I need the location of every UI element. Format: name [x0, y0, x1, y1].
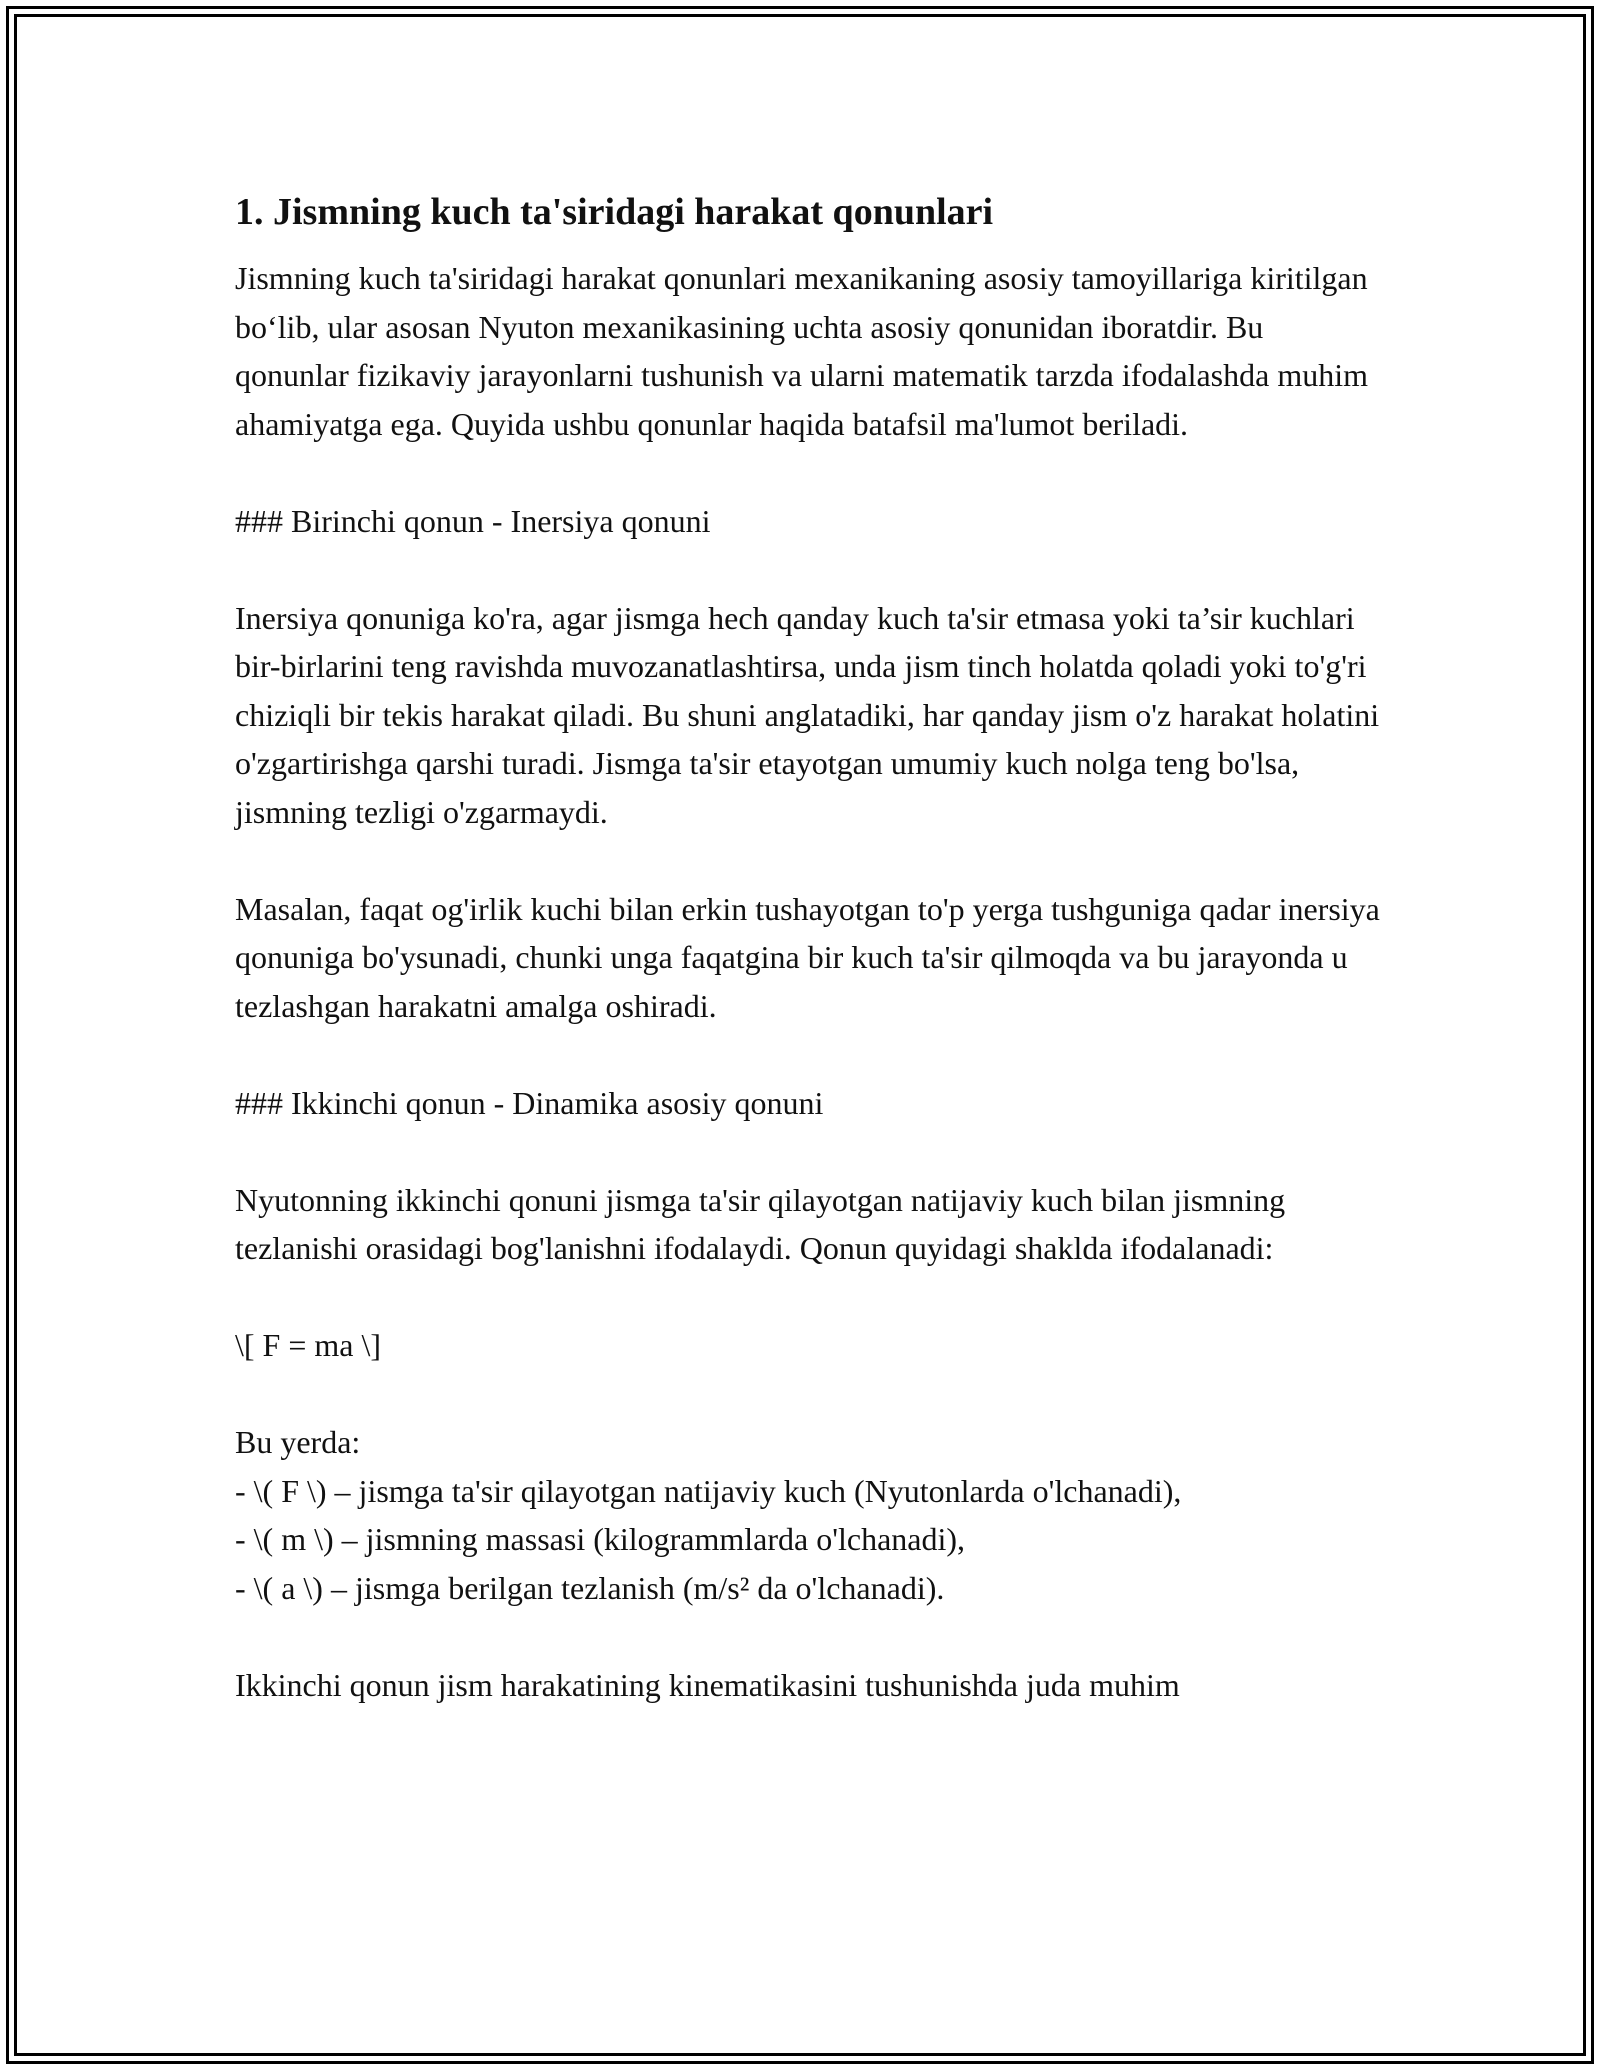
spacer — [235, 836, 1385, 885]
intro-paragraph: Jismning kuch ta'siridagi harakat qonunlari mexanikaning asosiy tamoyillariga kiritilgan bo‘lib, ular asosan Nyuton mexanikasining uchta asosiy qonunidan iboratdir. Bu qonunlar fizikaviy jarayonlarni tushunish va ularni matematik tarzda ifodalashda muhim ahamiyatga ega. Quyida ushbu qonunlar haqida batafsil ma'lumot beriladi. — [235, 260, 1368, 442]
second-law-paragraph: Nyutonning ikkinchi qonuni jismga ta'sir qilayotgan natijaviy kuch bilan jismning tezlanishi orasidagi bog'lanishni ifodalaydi. Qonun quyidagi shaklda ifodalanadi: — [235, 1181, 1286, 1266]
where-item-mass: - \( m \) – jismning massasi (kilogrammlarda o'lchanadi), — [235, 1521, 966, 1557]
document-body — [235, 188, 1385, 1709]
first-law-heading: ### Birinchi qonun - Inersiya qonuni — [235, 502, 711, 539]
closing-paragraph: Ikkinchi qonun jism harakatining kinematikasini tushunishda juda muhim — [235, 1666, 1180, 1703]
spacer — [235, 1273, 1385, 1322]
first-law-example-paragraph: Masalan, faqat og'irlik kuchi bilan erkin tushayotgan to'p yerga tushguniga qadar inersiya qonuniga bo'ysunadi, chunki unga faqatgina bir kuch ta'sir qilmoqda va bu jarayonda u tezlashgan harakatni amalga oshiradi. — [235, 890, 1380, 1024]
spacer — [235, 1127, 1385, 1176]
spacer — [235, 448, 1385, 497]
spacer — [235, 545, 1385, 594]
where-item-force: - \( F \) – jismga ta'sir qilayotgan natijaviy kuch (Nyutonlarda o'lchanadi), — [235, 1472, 1182, 1509]
spacer — [235, 1030, 1385, 1079]
spacer — [235, 1612, 1385, 1661]
where-item-acceleration: - \( a \) – jismga berilgan tezlanish (m/s² da o'lchanadi). — [235, 1569, 945, 1606]
spacer — [235, 1370, 1385, 1419]
where-label: Bu yerda: — [235, 1424, 361, 1460]
formula: \[ F = ma \] — [235, 1327, 382, 1363]
first-law-paragraph: Inersiya qonuniga ko'ra, agar jismga hech qanday kuch ta'sir etmasa yoki ta’sir kuchlari bir-birlarini teng ravishda muvozanatlashtirsa, unda jism tinch holatda qoladi yoki to'g'ri chiziqli bir tekis harakat qiladi. Bu shuni anglatadiki, har qanday jism o'z harakat holatini o'zgartirishga qarshi turadi. Jismga ta'sir etayotgan umumiy kuch nolga teng bo'lsa, jismning tezligi o'zgarmaydi. — [235, 599, 1380, 830]
section-heading: 1. Jismning kuch ta'siridagi harakat qonunlari — [235, 191, 994, 233]
second-law-heading: ### Ikkinchi qonun - Dinamika asosiy qonuni — [235, 1084, 824, 1121]
